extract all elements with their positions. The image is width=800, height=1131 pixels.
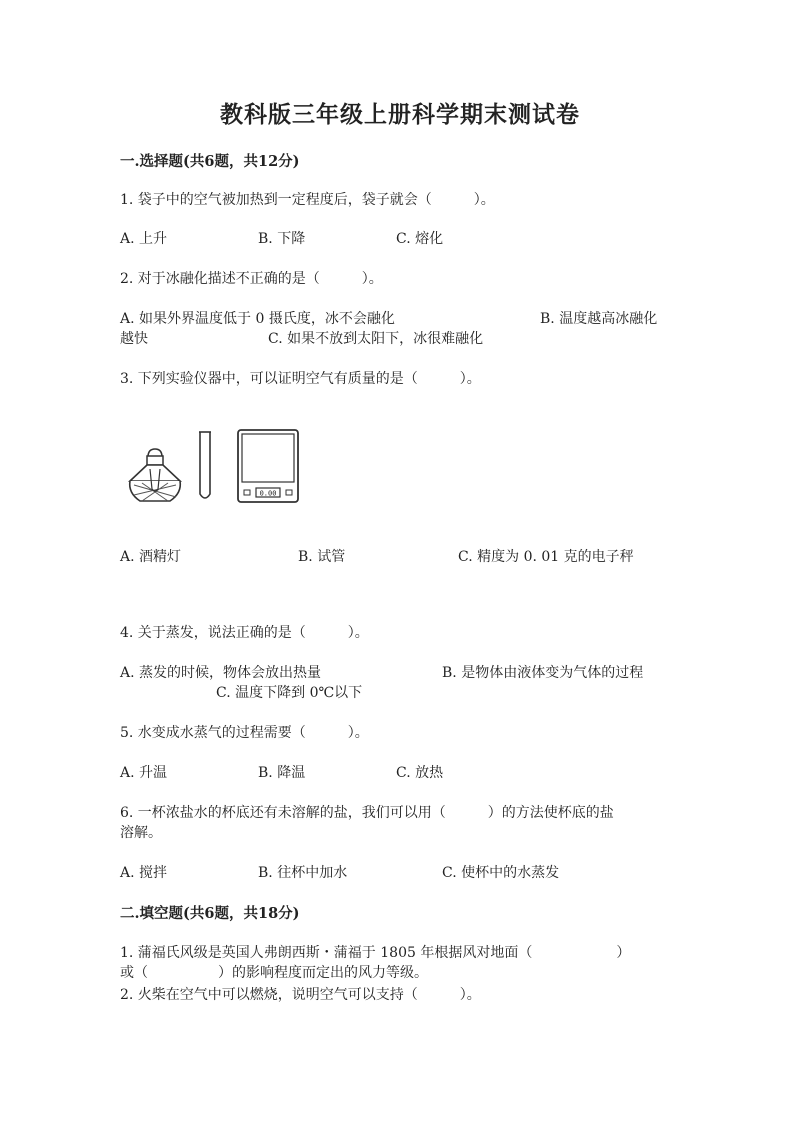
fill-question-1-line-1: 1. 蒲福氏风级是英国人弗朗西斯・蒲福于 1805 年根据风对地面（ ） <box>120 945 631 961</box>
scale-display-readout: 0.00 <box>259 489 277 498</box>
question-5-stem: 5. 水变成水蒸气的过程需要（ ）。 <box>120 725 369 741</box>
question-1-stem: 1. 袋子中的空气被加热到一定程度后，袋子就会（ ）。 <box>120 192 495 208</box>
page-title: 教科版三年级上册科学期末测试卷 <box>220 101 580 128</box>
question-2-option-b: B. 温度越高冰融化 <box>540 311 658 327</box>
question-6-option-b: B. 往杯中加水 <box>258 865 348 881</box>
question-3-stem: 3. 下列实验仪器中，可以证明空气有质量的是（ ）。 <box>120 371 481 387</box>
question-3-option-c: C. 精度为 0. 01 克的电子秤 <box>458 549 634 565</box>
question-4-option-b: B. 是物体由液体变为气体的过程 <box>442 665 644 681</box>
question-5-option-b: B. 降温 <box>258 765 306 781</box>
question-4-option-a: A. 蒸发的时候，物体会放出热量 <box>120 665 322 681</box>
section-heading-choice: 一.选择题(共6题，共12分) <box>120 153 300 170</box>
question-2-option-a: A. 如果外界温度低于 0 摄氏度，冰不会融化 <box>120 311 395 327</box>
question-5-option-c: C. 放热 <box>396 765 444 781</box>
alcohol-lamp-icon <box>120 445 190 507</box>
question-1-option-b: B. 下降 <box>258 231 306 247</box>
question-4-option-c: C. 温度下降到 0℃以下 <box>216 685 363 701</box>
question-2-stem: 2. 对于冰融化描述不正确的是（ ）。 <box>120 271 383 287</box>
question-6-option-c: C. 使杯中的水蒸发 <box>442 865 560 881</box>
question-3-option-a: A. 酒精灯 <box>120 549 182 565</box>
question-2-option-c: C. 如果不放到太阳下，冰很难融化 <box>268 331 484 347</box>
fill-question-2-stem: 2. 火柴在空气中可以燃烧，说明空气可以支持（ ）。 <box>120 987 481 1003</box>
question-6-option-a: A. 搅拌 <box>120 865 168 881</box>
electronic-scale-icon <box>236 428 300 504</box>
question-4-stem: 4. 关于蒸发，说法正确的是（ ）。 <box>120 625 369 641</box>
question-3-option-b: B. 试管 <box>298 549 346 565</box>
question-6-stem-continued: 溶解。 <box>120 825 162 841</box>
question-1-option-a: A. 上升 <box>120 231 168 247</box>
section-heading-fill-blank: 二.填空题(共6题，共18分) <box>120 905 300 922</box>
test-tube-icon <box>196 430 214 504</box>
question-6-stem: 6. 一杯浓盐水的杯底还有未溶解的盐，我们可以用（ ）的方法使杯底的盐 <box>120 805 614 821</box>
question-2-option-b-continued: 越快 <box>120 331 148 347</box>
question-1-option-c: C. 熔化 <box>396 231 444 247</box>
question-5-option-a: A. 升温 <box>120 765 168 781</box>
fill-question-1-line-2: 或（ ）的影响程度而定出的风力等级。 <box>120 965 428 981</box>
